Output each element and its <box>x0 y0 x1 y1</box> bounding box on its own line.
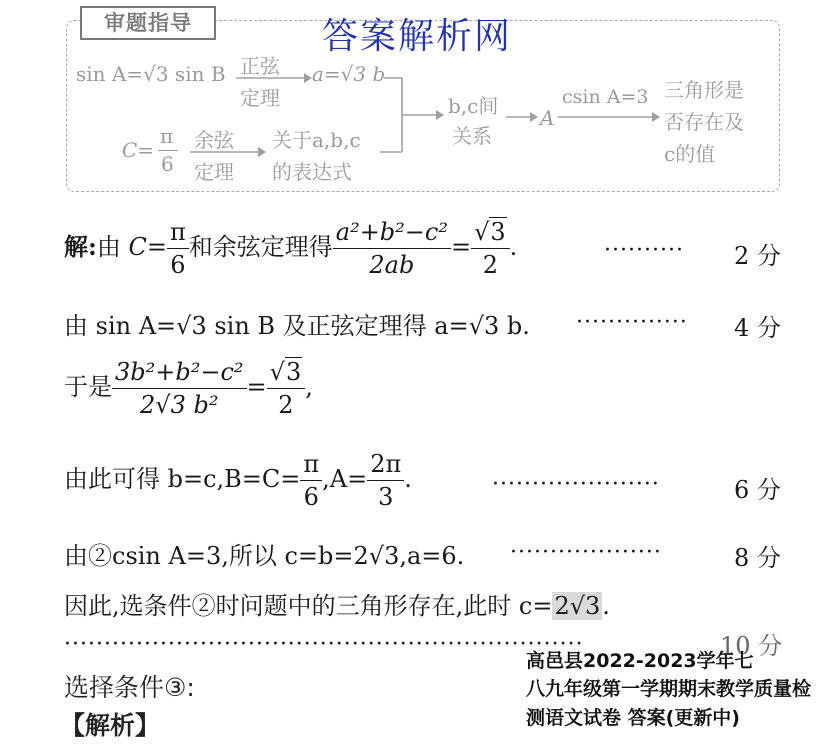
l1-sqrt3-value: 3 <box>490 218 506 246</box>
l1-denominator: 2ab <box>333 248 451 279</box>
l4-end: . <box>404 465 412 493</box>
l1-eq: = <box>450 233 472 261</box>
l3-text1: 于是 <box>64 373 112 401</box>
l4-text2: ,A= <box>322 465 368 493</box>
l2-score: 4 分 <box>734 314 781 342</box>
l3-numerator: 3b²+b²−c² <box>115 358 244 386</box>
solution-line-6 <box>64 586 610 621</box>
l3-two: 2 <box>267 388 306 419</box>
guide-row2-left: C= <box>122 138 155 162</box>
l1-score: 2 分 <box>734 242 781 270</box>
guide-final-2: 否存在及 <box>664 110 744 134</box>
overlay-line-1: 高邑县2022-2023学年七 <box>526 650 754 672</box>
l1-c: C= <box>128 233 167 261</box>
l4-six: 6 <box>300 480 322 511</box>
guide-mid-top: b,c间 <box>448 94 499 118</box>
overlay-line-2: 八九年级第一学期期末教学质量检 <box>526 678 812 700</box>
l1-cos-fraction <box>333 218 451 279</box>
l6-answer-highlight: 2√3 <box>554 592 601 620</box>
solution-line-4 <box>64 450 412 511</box>
guide-row1-left: sin A=√3 sin B <box>76 62 226 86</box>
guide-arrow-label: csin A=3 <box>562 86 649 108</box>
l1-numerator: a²+b²−c² <box>335 218 448 246</box>
l4-dots: ····················· <box>492 472 660 497</box>
l1-text1: 由 <box>96 233 121 261</box>
l3-eq: = <box>246 373 267 401</box>
choose-condition-3: 选择条件③: <box>64 673 195 702</box>
l4-score: 6 分 <box>734 476 781 504</box>
guide-title: 审题指导 <box>80 6 216 40</box>
guide-final-3: c的值 <box>664 142 716 166</box>
l1-pi-over-6 <box>167 218 189 279</box>
guide-row2-result-top: 关于a,b,c <box>272 128 361 152</box>
solution-line-2: 由 sin A=√3 sin B 及正弦定理得 a=√3 b. <box>64 312 530 340</box>
l5-dots: ··················· <box>510 540 662 565</box>
l4-pi-over-6 <box>300 450 322 511</box>
guide-row1-result: a=√3 b <box>312 62 386 86</box>
l1-text2: 和余弦定理得 <box>188 233 333 261</box>
l1-sqrt3-over-2 <box>471 218 510 279</box>
guide-a-label: A <box>540 106 555 130</box>
l5-score: 8 分 <box>734 544 781 572</box>
l3-fraction <box>112 358 247 419</box>
guide-arrowhead-to-a <box>530 112 538 122</box>
l4-2pi-over-3 <box>367 450 404 511</box>
guide-mid-bottom: 关系 <box>452 124 492 148</box>
l3-end: , <box>305 373 313 401</box>
l7-score: 10 分 <box>720 632 783 660</box>
l3-sqrt3: √3 <box>269 358 302 386</box>
overlay-line-3: 测语文试卷 答案(更新中) <box>526 707 740 729</box>
guide-row2-arrow-top: 余弦 <box>194 128 234 152</box>
l1-end: . <box>509 233 518 261</box>
l1-two: 2 <box>471 248 510 279</box>
l3-denominator: 2√3 b² <box>112 388 247 419</box>
l1-six: 6 <box>167 248 189 279</box>
l6-text: 因此,选条件②时问题中的三角形存在,此时 c= <box>64 592 553 620</box>
solution-line-5: 由②csin A=3,所以 c=b=2√3,a=6. <box>64 542 465 570</box>
solution-prefix: 解: <box>64 232 97 261</box>
l4-pi: π <box>303 450 320 478</box>
analysis-heading: 【解析】 <box>60 711 161 740</box>
watermark: 答案解析网 <box>322 16 513 57</box>
l4-text1: 由此可得 b=c,B=C= <box>64 465 301 493</box>
guide-arrowhead-final <box>652 112 660 122</box>
guide-row1-arrow-bottom: 定理 <box>240 86 280 110</box>
guide-row2-arrow-bottom: 定理 <box>194 160 234 184</box>
guide-row2-six: 6 <box>161 152 174 176</box>
guide-arrows <box>0 0 839 200</box>
l7-dots: ································································· <box>64 632 584 657</box>
l1-sqrt3: √3 <box>474 218 506 246</box>
guide-row2-result-bottom: 的表达式 <box>272 160 352 184</box>
l2-dots: ·············· <box>576 310 688 335</box>
l4-2pi: 2π <box>370 450 402 478</box>
guide-row2-pi: π <box>160 124 174 148</box>
l4-three: 3 <box>367 480 404 511</box>
guide-final-1: 三角形是 <box>664 78 744 102</box>
l1-dots: ·········· <box>604 238 684 263</box>
l3-sqrt3-over-2 <box>267 358 306 419</box>
guide-arrowhead-sine <box>304 73 312 83</box>
l6-end: . <box>602 592 610 620</box>
guide-arrowhead-cosine <box>258 147 266 157</box>
guide-row1-arrow-top: 正弦 <box>240 54 280 78</box>
l3-sqrt3-value: 3 <box>285 358 302 386</box>
guide-arrowhead-relation <box>436 110 444 120</box>
l1-pi: π <box>169 218 186 246</box>
solution-line-3 <box>64 358 313 419</box>
solution-line-1 <box>64 218 517 279</box>
